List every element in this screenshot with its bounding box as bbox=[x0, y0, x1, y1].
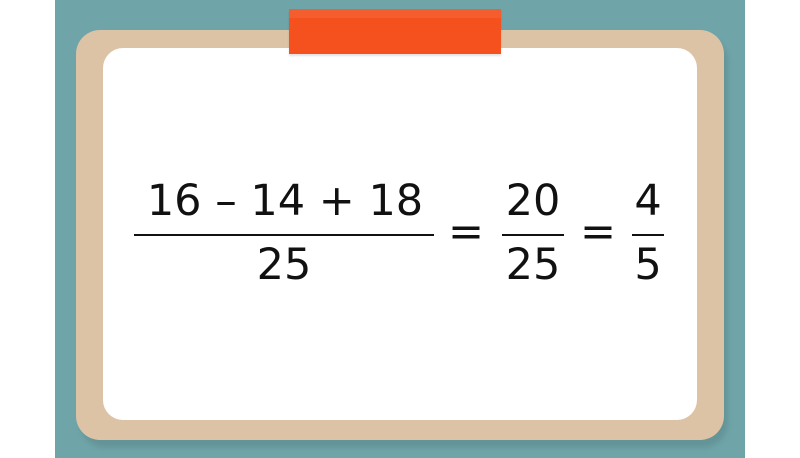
fraction2-bar bbox=[502, 234, 564, 236]
fraction3-denominator: 5 bbox=[634, 240, 662, 290]
fraction1-numerator: 16 – 14 + 18 bbox=[146, 176, 424, 226]
tape-highlight bbox=[289, 9, 501, 18]
equals-sign-2: = bbox=[579, 207, 617, 257]
fraction3-bar bbox=[632, 234, 664, 236]
fraction1-bar bbox=[134, 234, 434, 236]
fraction2-denominator: 25 bbox=[505, 240, 561, 290]
fraction3-numerator: 4 bbox=[634, 176, 662, 226]
equals-sign-1: = bbox=[447, 207, 485, 257]
fraction1-denominator: 25 bbox=[256, 240, 312, 290]
fraction2-numerator: 20 bbox=[505, 176, 561, 226]
